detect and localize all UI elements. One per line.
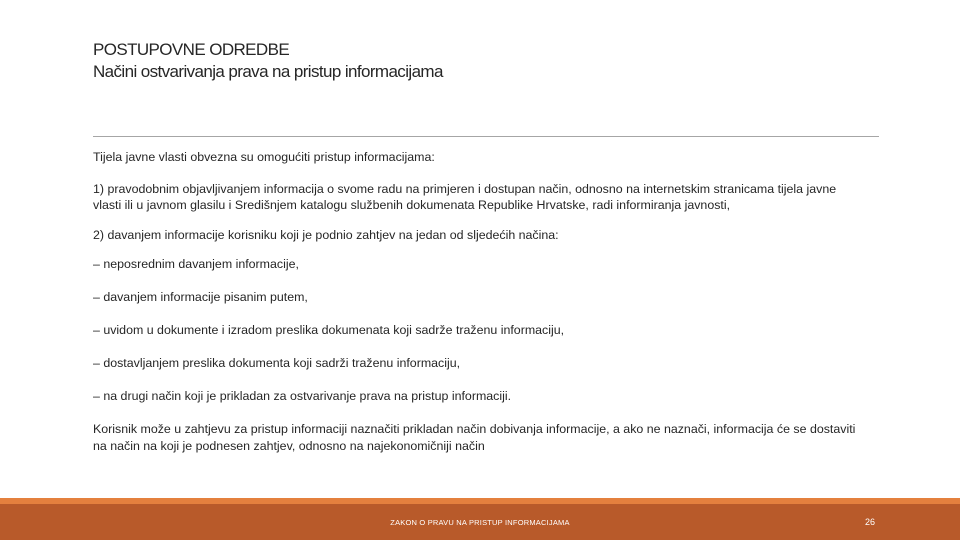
dash-item-2: – davanjem informacije pisanim putem, <box>93 290 308 304</box>
title-line-2: Načini ostvarivanja prava na pristup informacijama <box>93 62 443 81</box>
closing-paragraph: Korisnik može u zahtjevu za pristup informaciji naznačiti prikladan način dobivanja informacije, a ako ne naznači, informacija će se dostaviti na način na koji je podnesen zahtjev, odnosno na najekonomičniji način <box>93 422 856 453</box>
slide-body <box>93 149 863 454</box>
title-divider <box>93 136 879 137</box>
list-item-2: 2) davanjem informacije korisniku koji je podnio zahtjev na jedan od sljedećih načina: <box>93 227 559 242</box>
dash-item-3: – uvidom u dokumente i izradom preslika dokumenata koji sadrže traženu informaciju, <box>93 323 565 337</box>
footer-bar <box>0 504 960 540</box>
intro-paragraph: Tijela javne vlasti obvezna su omogućiti pristup informacijama: <box>93 150 435 164</box>
dash-item-4: – dostavljanjem preslika dokumenta koji sadrži traženu informaciju, <box>93 356 461 370</box>
slide-title <box>93 39 873 83</box>
page-number: 26 <box>864 517 875 527</box>
list-item-1: 1) pravodobnim objavljivanjem informacija o svome radu na primjeren i dostupan način, odnosno na internetskim stranicama tijela javne vlasti ili u javnom glasilu i Središnjem katalogu službenih dokumenata Republike Hrvatske, radi informiranja javnosti, <box>93 181 837 212</box>
footer-text: ZAKON O PRAVU NA PRISTUP INFORMACIJAMA <box>390 518 570 527</box>
title-line-1: POSTUPOVNE ODREDBE <box>93 40 290 59</box>
dash-item-5: – na drugi način koji je prikladan za ostvarivanje prava na pristup informaciji. <box>93 389 512 403</box>
dash-item-1: – neposrednim davanjem informacije, <box>93 257 299 271</box>
